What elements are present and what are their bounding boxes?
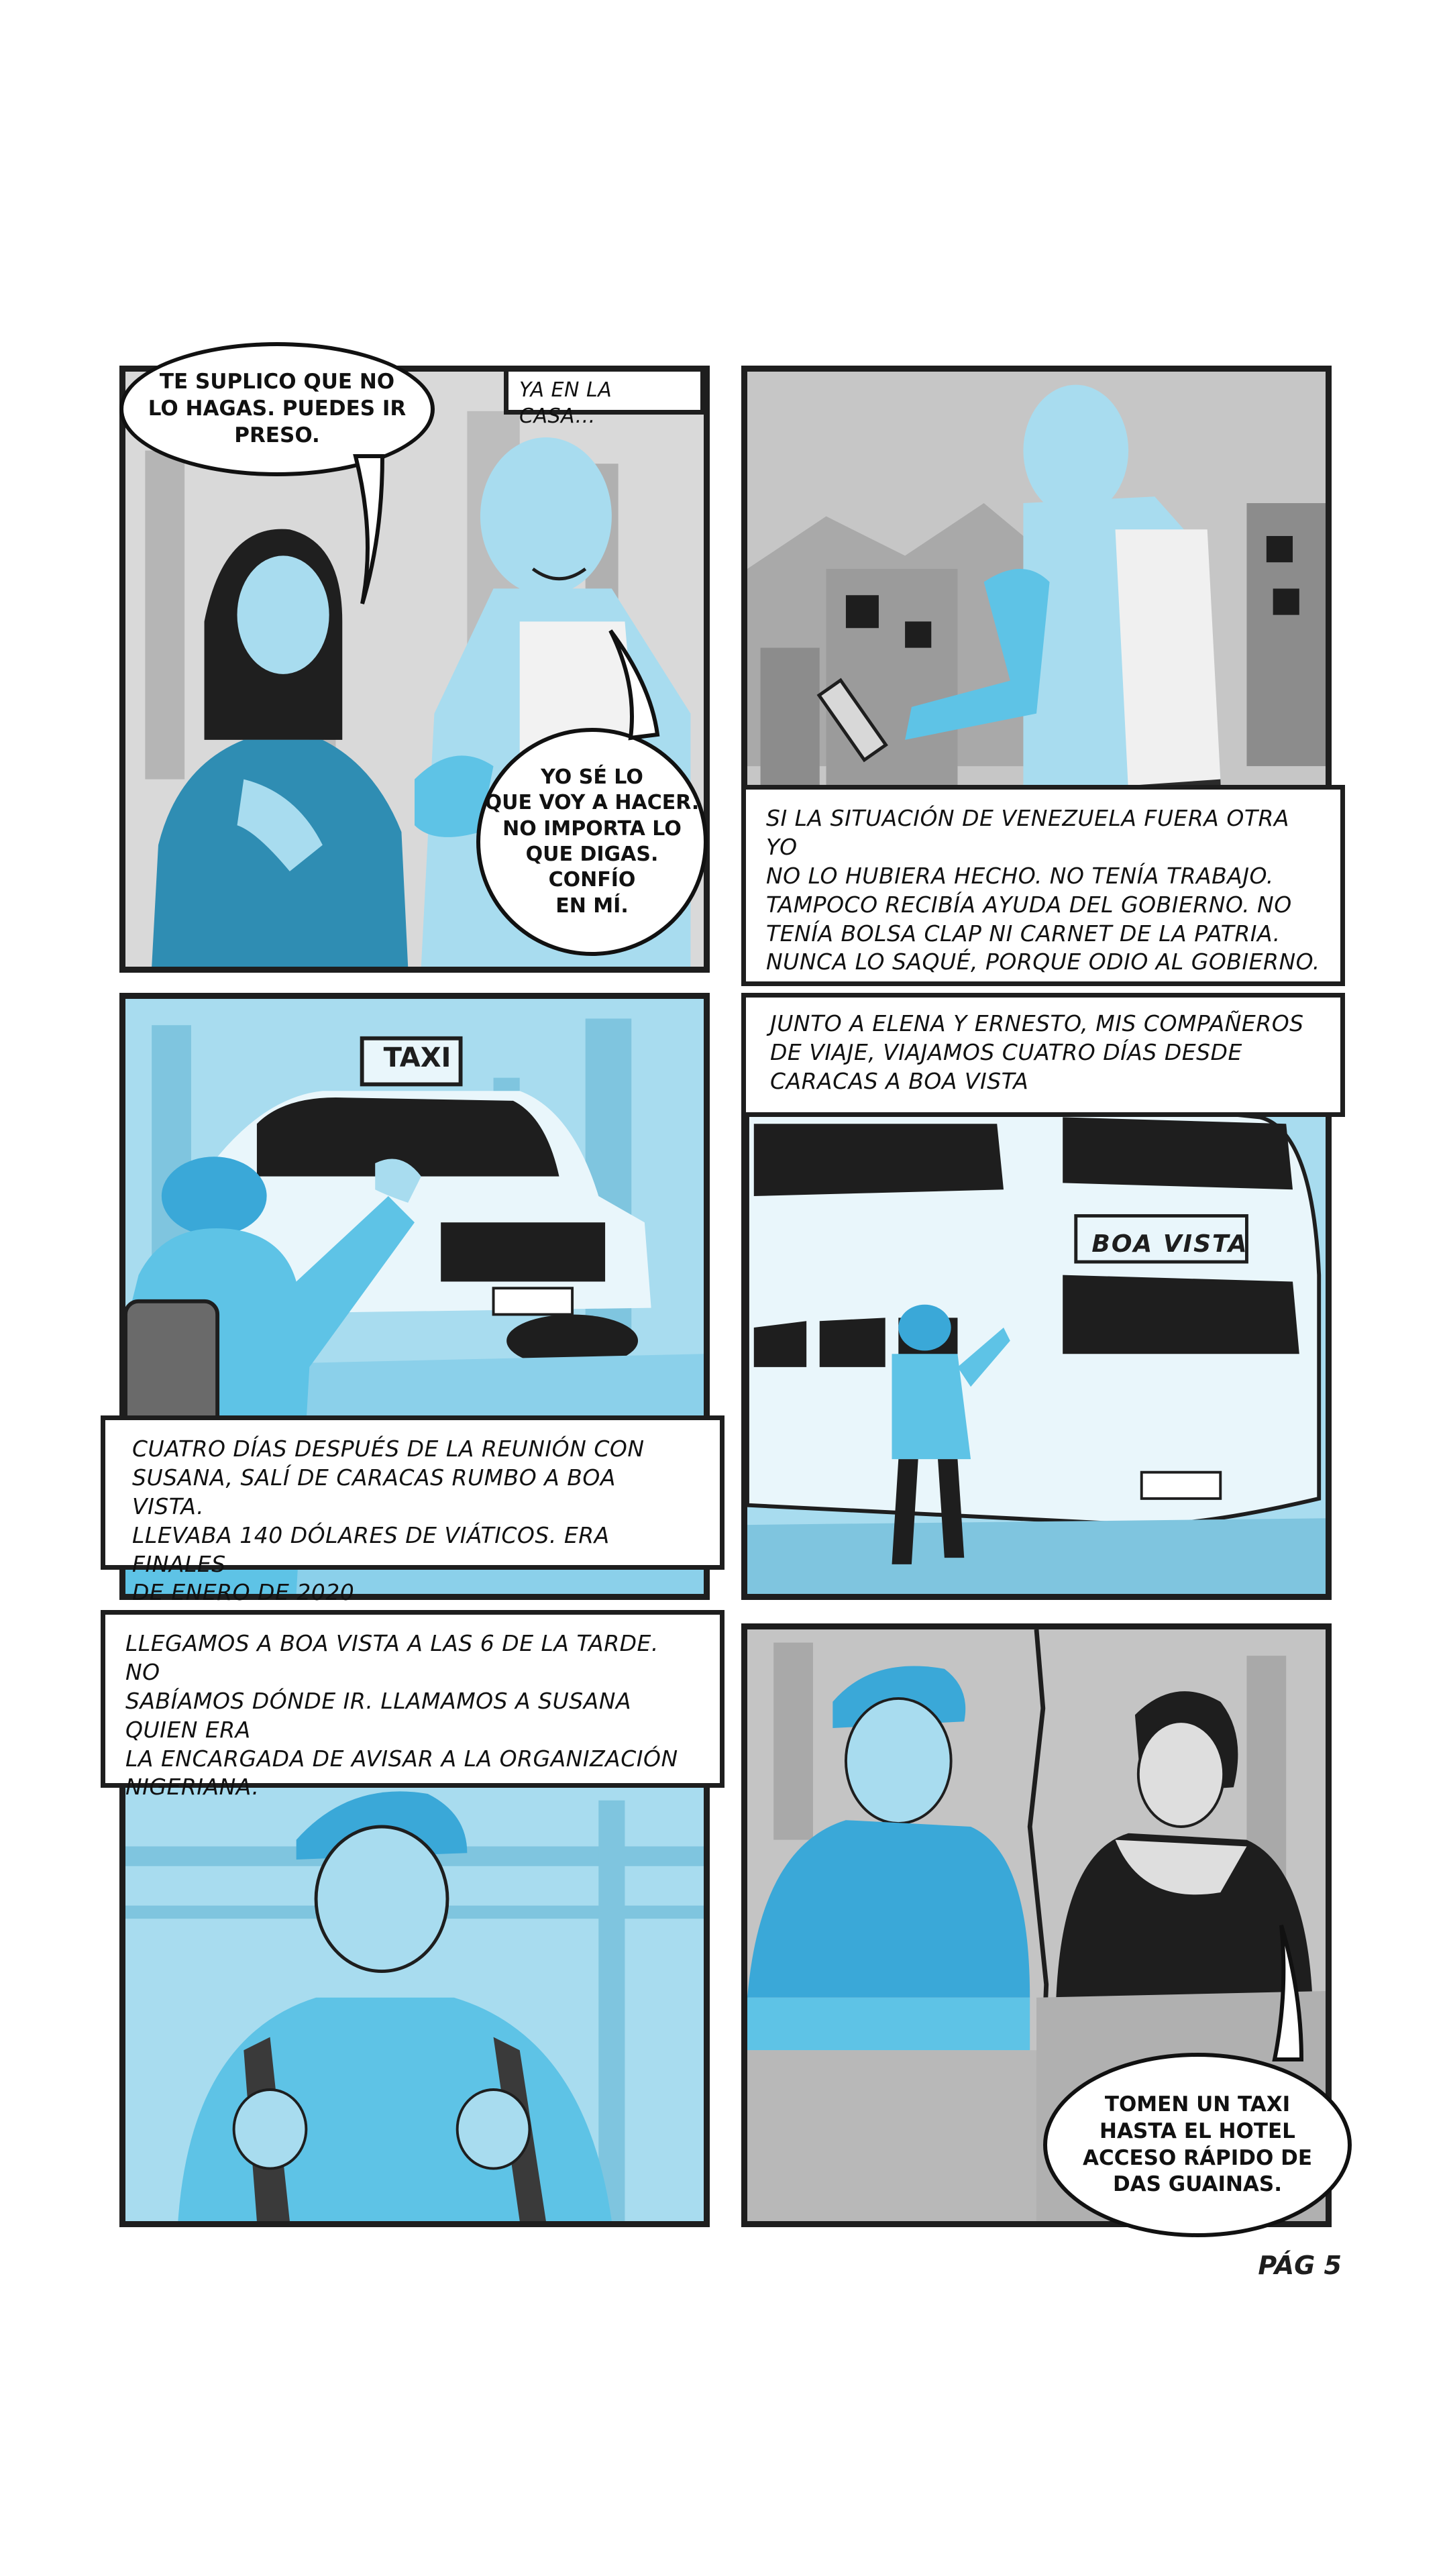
panel-2-caption: SI LA SITUACIÓN DE VENEZUELA FUERA OTRA YO NO LO HUBIERA HECHO. NO TENÍA TRABAJO. TAMPOCO RECIBÍA AYUDA DEL GOBIERNO. NO TENÍA BOLSA CLAP NI CARNET DE LA PATRIA. NUNCA LO SAQUÉ, PORQUE ODIO AL GOBIERNO. <box>741 785 1345 986</box>
page-number: PÁG 5 <box>1258 2251 1342 2280</box>
panel-5-caption: LLEGAMOS A BOA VISTA A LAS 6 DE LA TARDE. NO SABÍAMOS DÓNDE IR. LLAMAMOS A SUSANA QUIEN ERA LA ENCARGADA DE AVISAR A LA ORGANIZACIÓN NIGERIANA. <box>101 1610 724 1788</box>
panel-6-speech-bubble: TOMEN UN TAXI HASTA EL HOTEL ACCESO RÁPIDO DE DAS GUAINAS. <box>1043 2053 1352 2237</box>
bubble-tail <box>590 624 671 745</box>
taxi-roof-sign: TAXI <box>383 1042 451 1073</box>
panel-3-caption: CUATRO DÍAS DESPUÉS DE LA REUNIÓN CON SUSANA, SALÍ DE CARACAS RUMBO A BOA VISTA. LLEVABA 140 DÓLARES DE VIÁTICOS. ERA FINALES DE ENERO DE 2020 <box>101 1415 724 1570</box>
bus-destination-sign: BOA VISTA <box>1091 1230 1248 1258</box>
panel-4-caption: JUNTO A ELENA Y ERNESTO, MIS COMPAÑEROS DE VIAJE, VIAJAMOS CUATRO DÍAS DESDE CARACAS A BOA VISTA <box>741 993 1345 1117</box>
bubble-tail <box>335 456 389 610</box>
panel-1-caption: YA EN LA CASA... <box>504 372 705 415</box>
panel-1-speech-bubble-woman: TE SUPLICO QUE NO LO HAGAS. PUEDES IR PRESO. <box>119 342 435 476</box>
panel-1-speech-bubble-man: YO SÉ LO QUE VOY A HACER. NO IMPORTA LO QUE DIGAS. CONFÍO EN MÍ. <box>476 728 708 956</box>
bubble-tail <box>1261 1925 1315 2066</box>
